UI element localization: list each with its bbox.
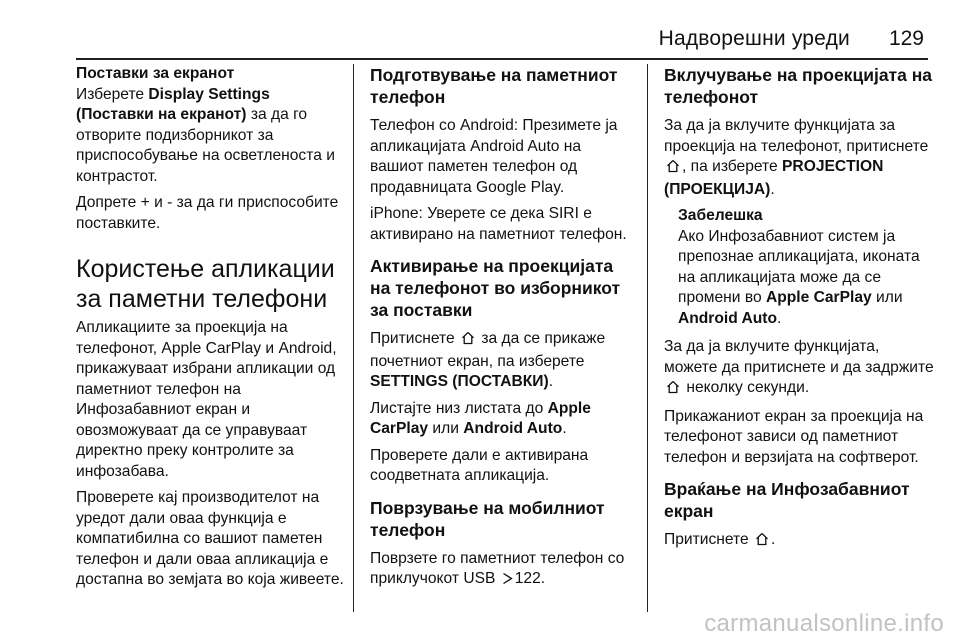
menu-item-apple-carplay: Apple CarPlay [765, 289, 872, 306]
text: Ако Инфозабавниот систем ја препознае апликацијата, иконата на апликацијата може да се промени во [678, 227, 920, 306]
heading-enable-projection: Вклучување на проекцијата на телефонот [664, 65, 933, 107]
text: . [562, 420, 567, 437]
paragraph: Прикажаниот екран за проекција на телефонот зависи од паметниот телефон и верзијата на софтверот. [664, 407, 924, 466]
paragraph [664, 116, 934, 200]
paragraph: Апликациите за проекција на телефонот, Apple CarPlay и Android, прикажуваат избрани апликации од паметниот телефон на Инфозабавниот екран и овозможуваат да се управуваат директно преку контролите за инфозабава. [76, 319, 337, 480]
text: . [548, 373, 554, 390]
paragraph: Допрете + и - за да ги приспособите поставките. [76, 194, 339, 232]
text: За да ја вклучите функцијата за проекција на телефонот, притиснете [664, 117, 929, 155]
menu-item-projection: PROJECTION (ПРОЕКЦИЈА) [664, 158, 884, 198]
column-2 [370, 64, 638, 598]
heading-smartphone-apps: Користење апликации за паметни телефони [76, 255, 335, 313]
menu-item-settings: SETTINGS (ПОСТАВКИ) [370, 373, 549, 390]
text: или [428, 420, 464, 437]
text: , па изберете [682, 158, 783, 175]
column-divider [647, 64, 648, 612]
note-text [678, 227, 934, 330]
heading-return-infotainment: Враќање на Инфозабавниот екран [664, 479, 910, 521]
text: Изберете [76, 85, 149, 103]
page-reference[interactable]: 122 [514, 570, 541, 587]
text: неколку секунди. [682, 379, 810, 396]
watermark: carmanualsonline.info [704, 610, 944, 637]
paragraph [370, 549, 638, 592]
menu-item-display-settings: Display Settings (Поставки на екранот) [76, 85, 270, 123]
text: . [770, 531, 776, 548]
text: Листајте низ листата до [370, 399, 548, 417]
paragraph: iPhone: Уверете се дека SIRI е активирано на паметниот телефон. [370, 205, 627, 243]
paragraph: Проверете кај производителот на уредот дали оваа функција е компатибилна со вашиот паметен телефон и дали оваа апликација е достапна во земјата во која живеете. [76, 489, 344, 588]
text: За да ја вклучите функцијата, можете да притиснете и да задржите [664, 338, 934, 376]
paragraph: Телефон со Android: Презимете ја апликацијата Android Auto на вашиот паметен телефон од продавницата Google Play. [370, 117, 618, 196]
text: . [540, 570, 546, 587]
text: или [871, 289, 903, 306]
text: . [770, 180, 775, 198]
note-title: Забелешка [678, 207, 763, 224]
page-reference-icon [502, 571, 513, 592]
text: за да го отворите подизборникот за приспособување на осветленоста и контрастот. [76, 106, 335, 185]
note-box [664, 206, 934, 329]
section-title: Надворешни уреди [658, 27, 850, 50]
paragraph [76, 85, 346, 188]
menu-item-android-auto: Android Auto [678, 309, 778, 327]
home-icon [666, 159, 680, 180]
paragraph: Проверете дали е активирана соодветната апликација. [370, 446, 589, 484]
home-icon [755, 532, 769, 553]
column-divider [353, 64, 354, 612]
text: Притиснете [664, 531, 753, 548]
text: . [777, 309, 782, 327]
paragraph [664, 337, 934, 401]
heading-activate-projection: Активирање на проекцијата на телефонот во изборникот за поставки [370, 256, 621, 320]
text: Поврзете го паметниот телефон со приклучокот USB [370, 549, 625, 587]
heading-prepare-phone: Подготвување на паметниот телефон [370, 65, 618, 107]
paragraph [664, 530, 934, 553]
page-number: 129 [888, 27, 924, 50]
paragraph [370, 329, 638, 393]
column-3 [664, 64, 934, 559]
menu-item-apple-carplay: Apple CarPlay [370, 399, 591, 437]
text: Притиснете [370, 330, 459, 347]
header-rule [76, 58, 928, 60]
page-header [0, 0, 960, 56]
column-1 [76, 64, 346, 597]
text: за да се прикаже почетниот екран, па изберете [370, 330, 606, 370]
heading-connect-phone: Поврзување на мобилниот телефон [370, 497, 605, 540]
menu-item-android-auto: Android Auto [463, 420, 563, 437]
home-icon [666, 380, 680, 401]
paragraph [370, 399, 638, 440]
heading-display-settings: Поставки за екранот [76, 65, 235, 82]
home-icon [461, 331, 475, 352]
